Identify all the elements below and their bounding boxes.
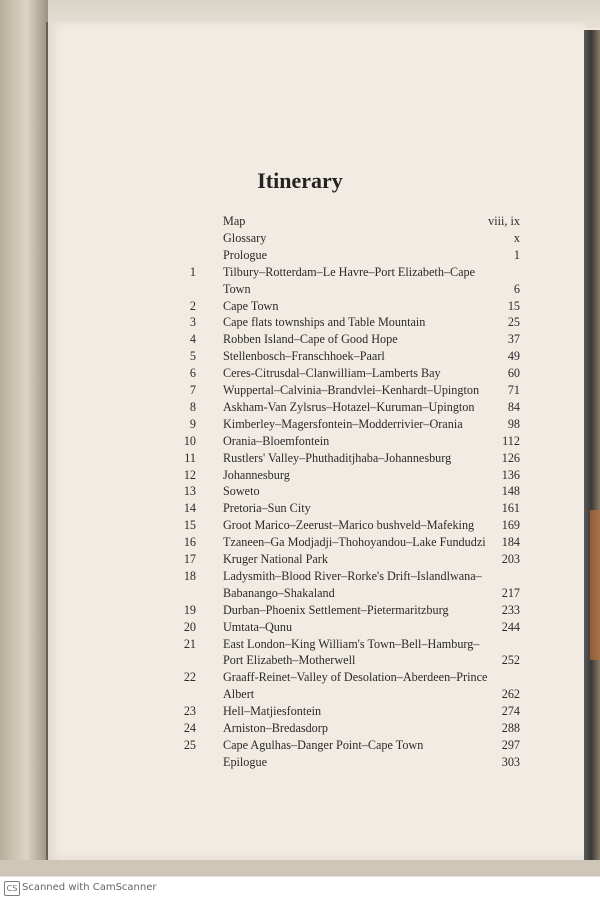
chapter-title: Port Elizabeth–Motherwell	[223, 653, 356, 668]
chapter-title: Robben Island–Cape of Good Hope	[223, 332, 398, 347]
page-number: 148	[501, 484, 520, 499]
chapter-title: Groot Marico–Zeerust–Marico bushveld–Mafeking	[223, 518, 475, 533]
itinerary-entry	[0, 618, 600, 636]
itinerary-entry	[0, 685, 600, 703]
chapter-number: 19	[183, 602, 196, 617]
chapter-title: Rustlers' Valley–Phuthaditjhaba–Johannesburg	[223, 450, 452, 465]
chapter-title: Tzaneen–Ga Modjadji–Thohoyandou–Lake Fundudzi	[223, 535, 486, 550]
itinerary-entry	[0, 364, 600, 382]
chapter-title: Epilogue	[223, 754, 268, 769]
page-number: 1	[513, 247, 520, 262]
itinerary-entry	[0, 567, 600, 585]
page-number: 6	[513, 281, 520, 296]
page-number: 203	[501, 552, 520, 566]
page-number: 25	[507, 315, 520, 330]
itinerary-entry	[0, 550, 600, 568]
page-number: 184	[501, 535, 520, 550]
itinerary-entry	[0, 466, 600, 484]
itinerary-entry	[0, 398, 600, 416]
chapter-title: Umtata–Qunu	[223, 619, 293, 634]
page-number: 49	[507, 349, 520, 364]
chapter-title: Ceres-Citrusdal–Clanwilliam–Lamberts Bay	[223, 366, 441, 381]
chapter-number: 18	[183, 568, 196, 583]
chapter-title: Kruger National Park	[223, 552, 328, 566]
camscanner-logo-icon: CS	[4, 881, 20, 896]
chapter-number: 10	[183, 433, 196, 448]
chapter-number: 15	[183, 518, 196, 533]
itinerary-entry	[0, 702, 600, 720]
chapter-number: 11	[184, 450, 196, 465]
page-number: x	[513, 230, 520, 245]
chapter-number: 22	[183, 670, 196, 685]
chapter-title: Prologue	[223, 247, 268, 262]
page-number: 15	[507, 298, 520, 313]
page-number: 244	[501, 619, 520, 634]
itinerary-entry	[0, 449, 600, 467]
page-number: 252	[501, 653, 520, 668]
chapter-number: 14	[183, 501, 196, 516]
chapter-number: 2	[189, 298, 196, 313]
chapter-title: Stellenbosch–Franschhoek–Paarl	[223, 349, 385, 364]
chapter-title: Kimberley–Magersfontein–Modderrivier–Orania	[223, 416, 463, 431]
chapter-title: Tilbury–Rotterdam–Le Havre–Port Elizabeth–Cape	[223, 264, 476, 279]
page-number: 262	[501, 687, 520, 702]
itinerary-entry	[0, 482, 600, 500]
itinerary-entry	[0, 719, 600, 737]
page-number: 288	[501, 721, 520, 735]
page-number: 126	[501, 450, 520, 465]
chapter-number: 20	[183, 619, 196, 634]
chapter-number: 12	[183, 467, 196, 482]
chapter-number: 8	[189, 399, 196, 414]
chapter-title: Albert	[223, 687, 255, 702]
chapter-title: Ladysmith–Blood River–Rorke's Drift–Islandlwana–	[223, 568, 482, 583]
itinerary-entry	[0, 246, 600, 264]
itinerary-entry	[0, 601, 600, 619]
chapter-number: 1	[189, 264, 196, 279]
chapter-title: Pretoria–Sun City	[223, 501, 311, 516]
chapter-number: 23	[183, 704, 196, 719]
chapter-title: Wuppertal–Calvinia–Brandvlei–Kenhardt–Upington	[223, 383, 480, 397]
page-number: 169	[501, 518, 520, 533]
chapter-title: Hell–Matjiesfontein	[223, 704, 322, 719]
chapter-number: 5	[189, 349, 196, 364]
page-number: 71	[507, 383, 520, 397]
chapter-title: Babanango–Shakaland	[223, 585, 335, 600]
chapter-title: Arniston–Bredasdorp	[223, 721, 328, 735]
chapter-number: 7	[189, 383, 196, 397]
chapter-number: 21	[183, 636, 196, 651]
chapter-number: 25	[183, 737, 196, 752]
itinerary-entry	[0, 651, 600, 669]
chapter-title: Askham-Van Zylsrus–Hotazel–Kuruman–Upington	[223, 399, 475, 414]
itinerary-entry	[0, 499, 600, 517]
itinerary-entry	[0, 736, 600, 754]
page-number: 112	[502, 433, 520, 448]
chapter-number: 9	[189, 416, 196, 431]
itinerary-entry	[0, 415, 600, 433]
chapter-title: Soweto	[223, 484, 260, 499]
background-bottom	[0, 860, 600, 876]
chapter-title: Cape Town	[223, 298, 279, 313]
chapter-title: Town	[223, 281, 251, 296]
page-number: 303	[501, 754, 520, 769]
itinerary-entry	[0, 297, 600, 315]
itinerary-entry	[0, 753, 600, 771]
page-number: 217	[501, 585, 520, 600]
page-number: 274	[501, 704, 520, 719]
page-number: 136	[501, 467, 520, 482]
chapter-title: Cape flats townships and Table Mountain	[223, 315, 426, 330]
itinerary-entry	[0, 280, 600, 298]
chapter-number: 24	[183, 721, 196, 735]
page-number: 60	[507, 366, 520, 381]
itinerary-entry	[0, 347, 600, 365]
itinerary-entry	[0, 584, 600, 602]
scanner-footer	[0, 876, 600, 900]
itinerary-entry	[0, 516, 600, 534]
itinerary-entry	[0, 533, 600, 551]
itinerary-entry	[0, 212, 600, 230]
page-number: 37	[507, 332, 520, 347]
itinerary-entry	[0, 381, 600, 399]
chapter-title: Durban–Phoenix Settlement–Pietermaritzburg	[223, 602, 449, 617]
chapter-number: 4	[189, 332, 196, 347]
itinerary-entry	[0, 229, 600, 247]
itinerary-entry	[0, 263, 600, 281]
itinerary-entry	[0, 635, 600, 653]
chapter-title: Glossary	[223, 230, 267, 245]
itinerary-entry	[0, 330, 600, 348]
page-number: 98	[507, 416, 520, 431]
chapter-number: 13	[183, 484, 196, 499]
itinerary-entry	[0, 313, 600, 331]
chapter-number: 16	[183, 535, 196, 550]
chapter-title: Orania–Bloemfontein	[223, 433, 330, 448]
chapter-number: 6	[189, 366, 196, 381]
page-number: 297	[501, 737, 520, 752]
itinerary-entry	[0, 432, 600, 450]
page-title: Itinerary	[257, 168, 343, 193]
page-number: 84	[507, 399, 520, 414]
page-number: 233	[501, 602, 520, 617]
chapter-title: Map	[223, 214, 246, 228]
scanner-caption: Scanned with CamScanner	[22, 882, 157, 893]
page-number: 161	[501, 501, 520, 516]
chapter-number: 3	[189, 315, 196, 330]
itinerary-entry	[0, 668, 600, 686]
page-number: viii, ix	[488, 214, 520, 228]
chapter-title: Graaff-Reinet–Valley of Desolation–Aberdeen–Prince	[223, 670, 488, 685]
chapter-title: Cape Agulhas–Danger Point–Cape Town	[223, 737, 424, 752]
chapter-title: Johannesburg	[223, 467, 290, 482]
chapter-title: East London–King William's Town–Bell–Hamburg–	[223, 636, 480, 651]
chapter-number: 17	[183, 552, 196, 566]
